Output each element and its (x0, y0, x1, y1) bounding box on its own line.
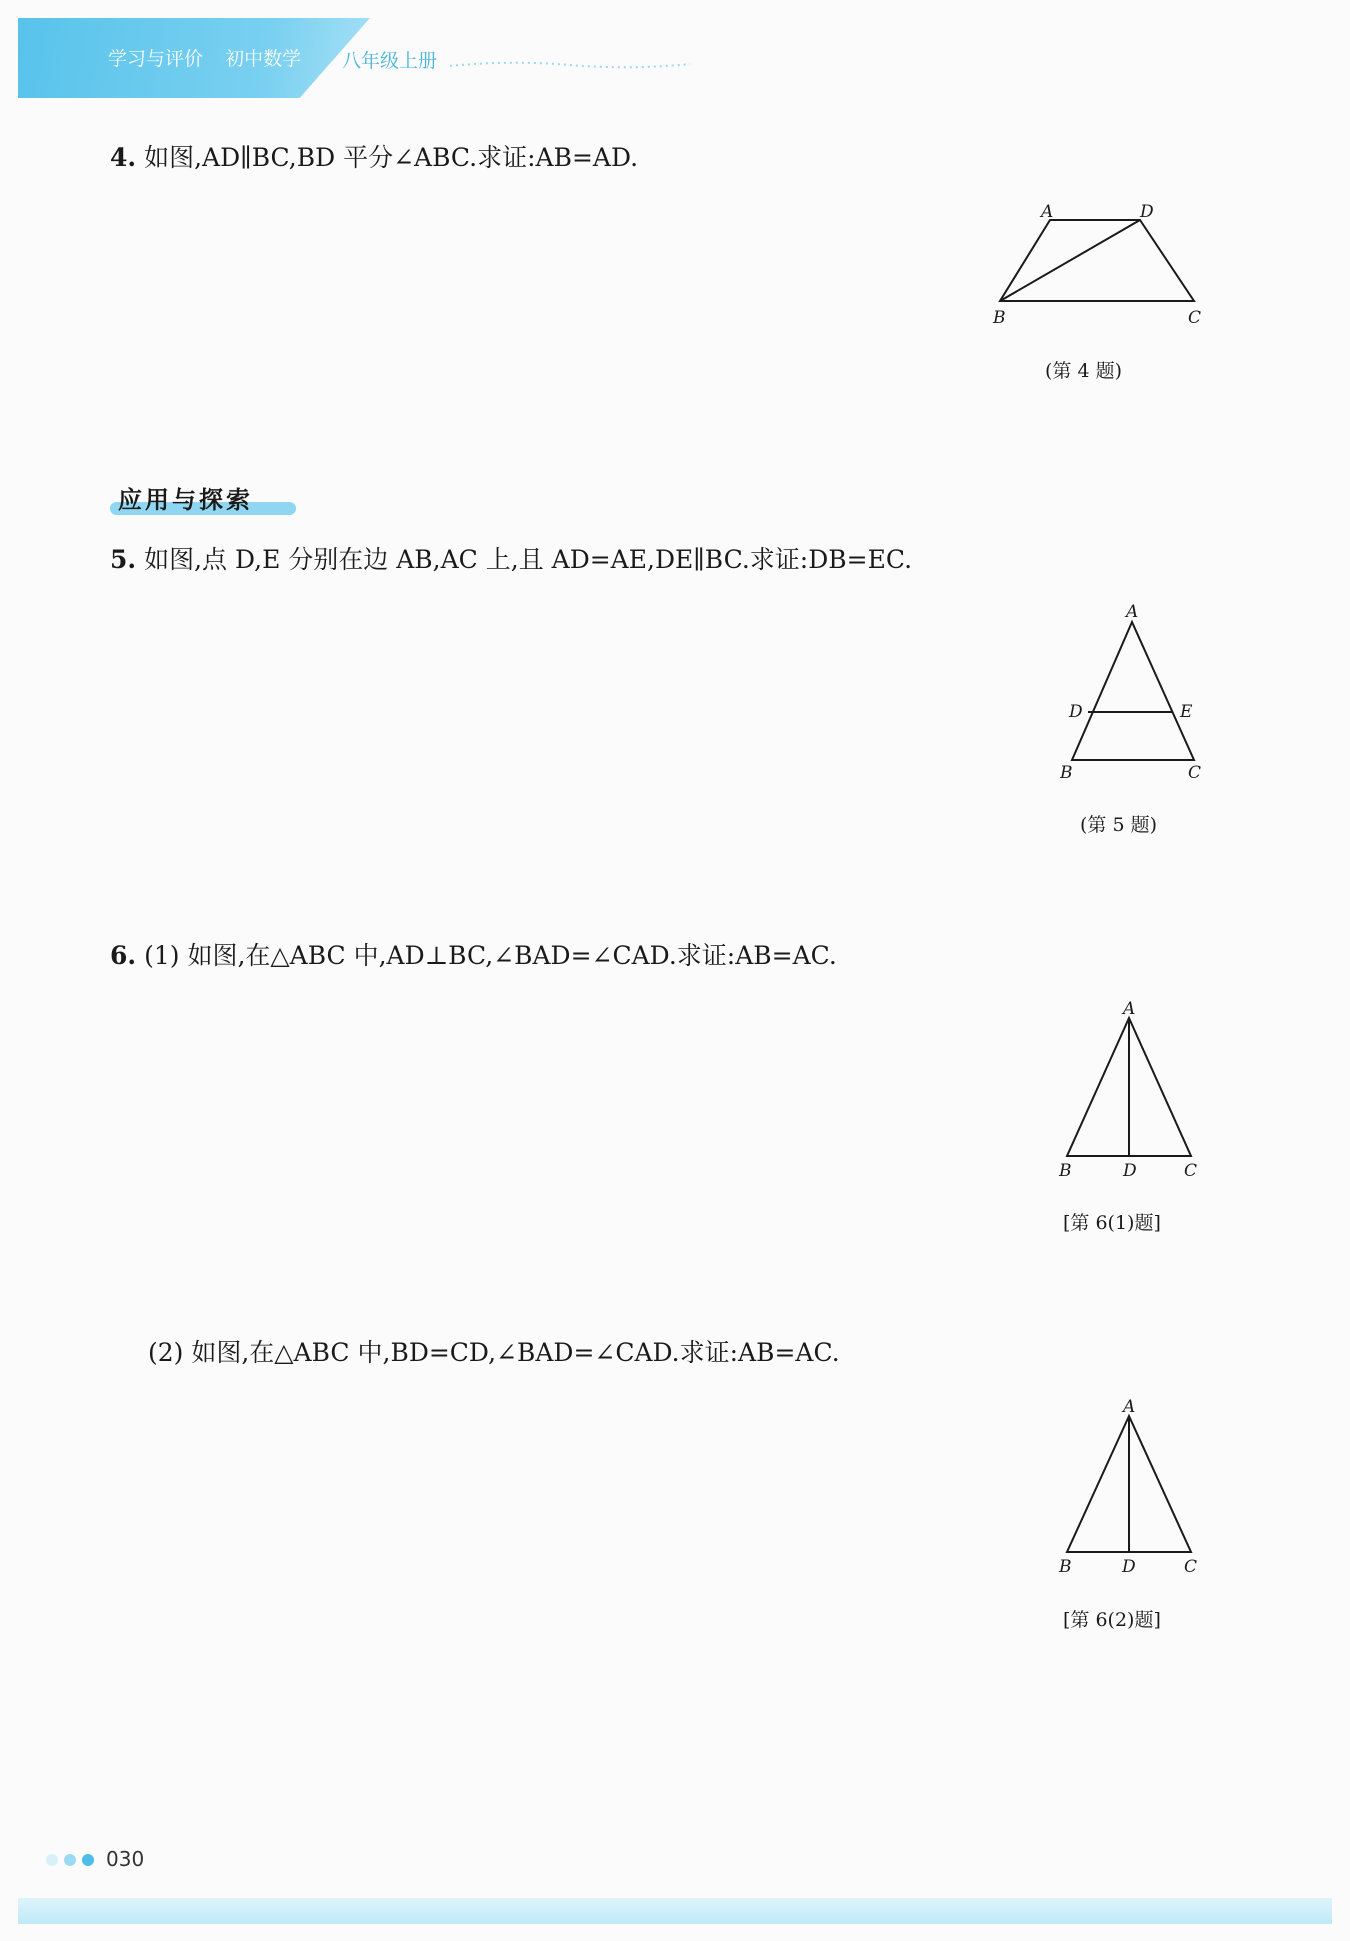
figure-6-1-caption: [第 6(1)题] (1063, 1212, 1161, 1234)
figure-5-caption: (第 5 题) (1080, 814, 1157, 836)
header-book-subject (108, 44, 317, 71)
figure-6-2-caption: [第 6(2)题] (1063, 1609, 1161, 1631)
problem-6-1 (110, 936, 837, 972)
fig4-label-c: C (1188, 308, 1202, 328)
fig6-2-label-b: B (1059, 1557, 1072, 1577)
problem-5 (110, 540, 912, 576)
problem-6-2-text: (2) 如图,在△ABC 中,BD=CD,∠BAD=∠CAD.求证:AB=AC. (148, 1338, 840, 1367)
fig5-label-d: D (1069, 702, 1083, 722)
header-grade: 八年级上册 (342, 50, 438, 72)
problem-6-number: 6. (110, 941, 137, 970)
problem-6-2 (148, 1333, 840, 1369)
figure-6-2 (1055, 1396, 1215, 1582)
fig4-label-b: B (993, 308, 1006, 328)
header-dotted-line (450, 60, 690, 70)
fig6-2-label-d: D (1122, 1557, 1136, 1577)
page-dots-icon (46, 1852, 106, 1868)
header-subject: 初中数学 (225, 48, 302, 70)
figure-5 (1060, 600, 1210, 785)
section-heading (110, 478, 296, 514)
fig6-1-label-c: C (1184, 1161, 1198, 1181)
fig4-label-a: A (1041, 202, 1054, 222)
header-book: 学习与评价 (108, 48, 204, 70)
problem-5-text: 如图,点 D,E 分别在边 AB,AC 上,且 AD=AE,DE∥BC.求证:DB=EC. (144, 545, 913, 574)
figure-4 (990, 198, 1210, 328)
fig5-label-a: A (1126, 602, 1139, 622)
problem-4-number: 4. (110, 143, 137, 172)
problem-5-number: 5. (110, 545, 137, 574)
figure-4-caption: (第 4 题) (1045, 360, 1122, 382)
fig6-1-label-b: B (1059, 1161, 1072, 1181)
fig6-2-label-c: C (1184, 1557, 1198, 1577)
problem-4-text: 如图,AD∥BC,BD 平分∠ABC.求证:AB=AD. (144, 143, 639, 172)
bottom-band (18, 1898, 1332, 1924)
problem-6-1-text: (1) 如图,在△ABC 中,AD⊥BC,∠BAD=∠CAD.求证:AB=AC. (144, 941, 837, 970)
section-heading-text: 应用与探索 (118, 486, 253, 514)
fig5-label-e: E (1180, 702, 1193, 722)
fig5-label-c: C (1188, 763, 1202, 783)
fig4-label-d: D (1140, 202, 1154, 222)
fig6-2-label-a: A (1123, 1397, 1136, 1417)
fig5-label-b: B (1060, 763, 1073, 783)
fig6-1-label-d: D (1123, 1161, 1137, 1181)
problem-4 (110, 138, 638, 174)
figure-6-1 (1055, 998, 1215, 1184)
page-number: 030 (106, 1847, 145, 1871)
fig6-1-label-a: A (1123, 999, 1136, 1019)
